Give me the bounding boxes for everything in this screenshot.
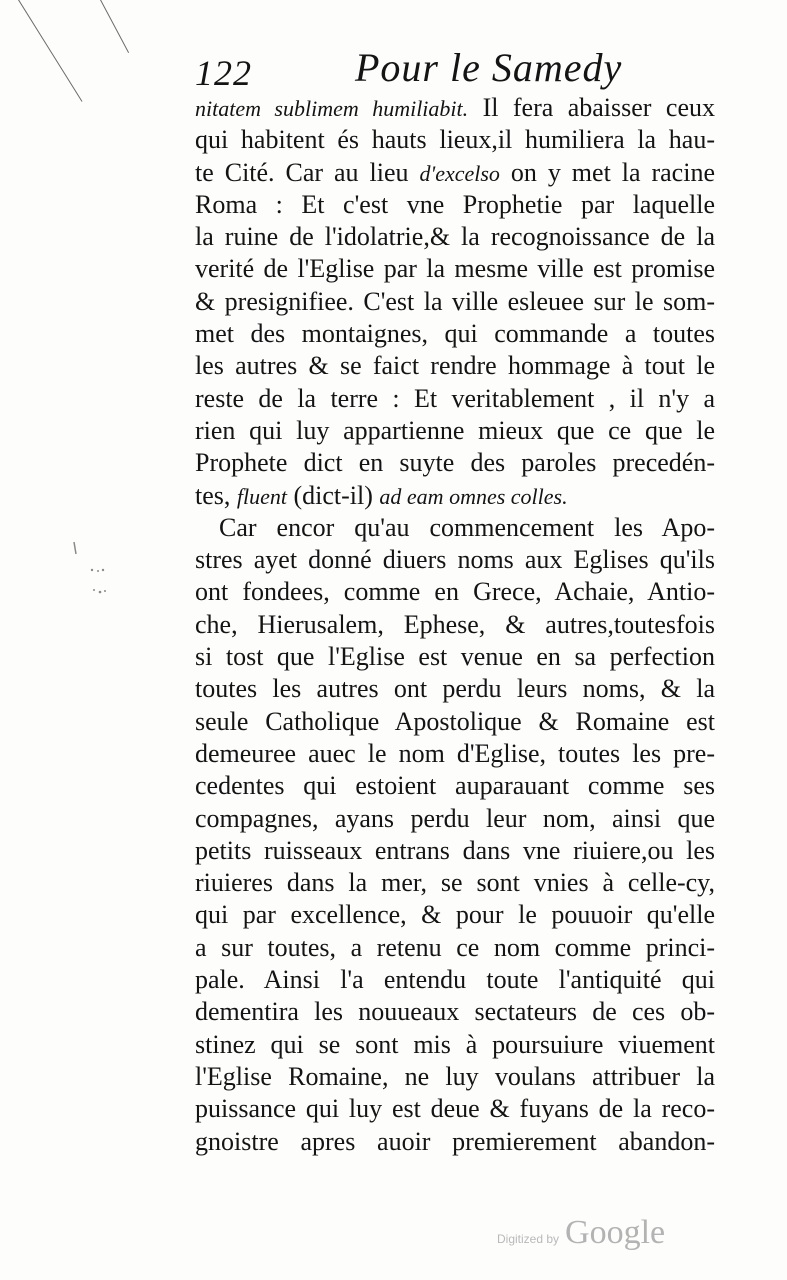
margin-smudge <box>70 530 130 605</box>
text-line: dementira les nouueaux sectateurs de ces ob- <box>195 997 715 1027</box>
text-line: demeuree auec le nom d'Eglise, toutes les pre- <box>195 738 715 768</box>
text-line: stres ayet donné diuers noms aux Eglises qu'ils <box>195 545 715 575</box>
scan-artifact-line <box>100 0 129 53</box>
text-line: a sur toutes, a retenu ce nom comme princi- <box>195 932 715 962</box>
text-line: ont fondees, comme en Grece, Achaie, Antio- <box>195 577 715 607</box>
margin-smudge-marks <box>70 530 110 600</box>
text-line: met des montaignes, qui commande a toutes <box>195 319 715 349</box>
scan-artifact-line <box>18 0 82 102</box>
text-line: Roma : Et c'est vne Prophetie par laquelle <box>195 189 715 219</box>
text-line: cedentes qui estoient auparauant comme ses <box>195 771 715 801</box>
text-line: & presignifiee. C'est la ville esleuee sur le som- <box>195 286 715 316</box>
paragraph-start-line: Car encor qu'au commencement les Apo- <box>219 512 715 542</box>
text-line: seule Catholique Apostolique & Romaine est <box>195 706 715 736</box>
digitized-by-label: Digitized by <box>497 1232 560 1246</box>
text-line: la ruine de l'idolatrie,& la recognoissance de la <box>195 222 715 252</box>
text-line: nitatem sublimem humiliabit. Il fera abaisser ceux <box>195 93 715 122</box>
text-line: rien qui luy appartienne mieux que ce que le <box>195 415 715 445</box>
text-line: riuieres dans la mer, se sont vnies à celle-cy, <box>195 868 715 898</box>
text-line: verité de l'Eglise par la mesme ville est promise <box>195 254 715 284</box>
running-title: Pour le Samedy <box>355 45 623 90</box>
page-number: 122 <box>195 53 252 93</box>
google-watermark <box>497 1214 665 1252</box>
text-line: si tost que l'Eglise est venue en sa perfection <box>195 642 715 672</box>
text-line: qui habitent és hauts lieux,il humiliera la hau- <box>195 125 715 155</box>
body-text <box>195 92 715 1158</box>
text-line: les autres & se faict rendre hommage à tout le <box>195 351 715 381</box>
text-line: stinez qui se sont mis à poursuiure viuement <box>195 1029 715 1059</box>
text-line: qui par excellence, & pour le pouuoir qu'elle <box>195 900 715 930</box>
text-line: pale. Ainsi l'a entendu toute l'antiquité qui <box>195 965 715 995</box>
text-line: reste de la terre : Et veritablement , il n'y a <box>195 383 715 413</box>
text-line: toutes les autres ont perdu leurs noms, & la <box>195 674 715 704</box>
text-line: petits ruisseaux entrans dans vne riuiere,ou les <box>195 835 715 865</box>
text-line: tes, fluent (dict-il) ad eam omnes colles. <box>195 480 568 510</box>
text-line: gnoistre apres auoir premierement abandon- <box>195 1126 715 1156</box>
text-line: puissance qui luy est deue & fuyans de la reco- <box>195 1094 715 1124</box>
google-logo: Google <box>565 1214 666 1251</box>
text-line: compagnes, ayans perdu leur nom, ainsi que <box>195 803 715 833</box>
text-line: che, Hierusalem, Ephese, & autres,toutesfois <box>195 609 715 639</box>
text-line: Prophete dict en suyte des paroles precedén- <box>195 448 715 478</box>
text-line: l'Eglise Romaine, ne luy voulans attribuer la <box>195 1061 715 1091</box>
page-header <box>195 42 715 92</box>
text-line: te Cité. Car au lieu d'excelso on y met la racine <box>195 157 715 187</box>
